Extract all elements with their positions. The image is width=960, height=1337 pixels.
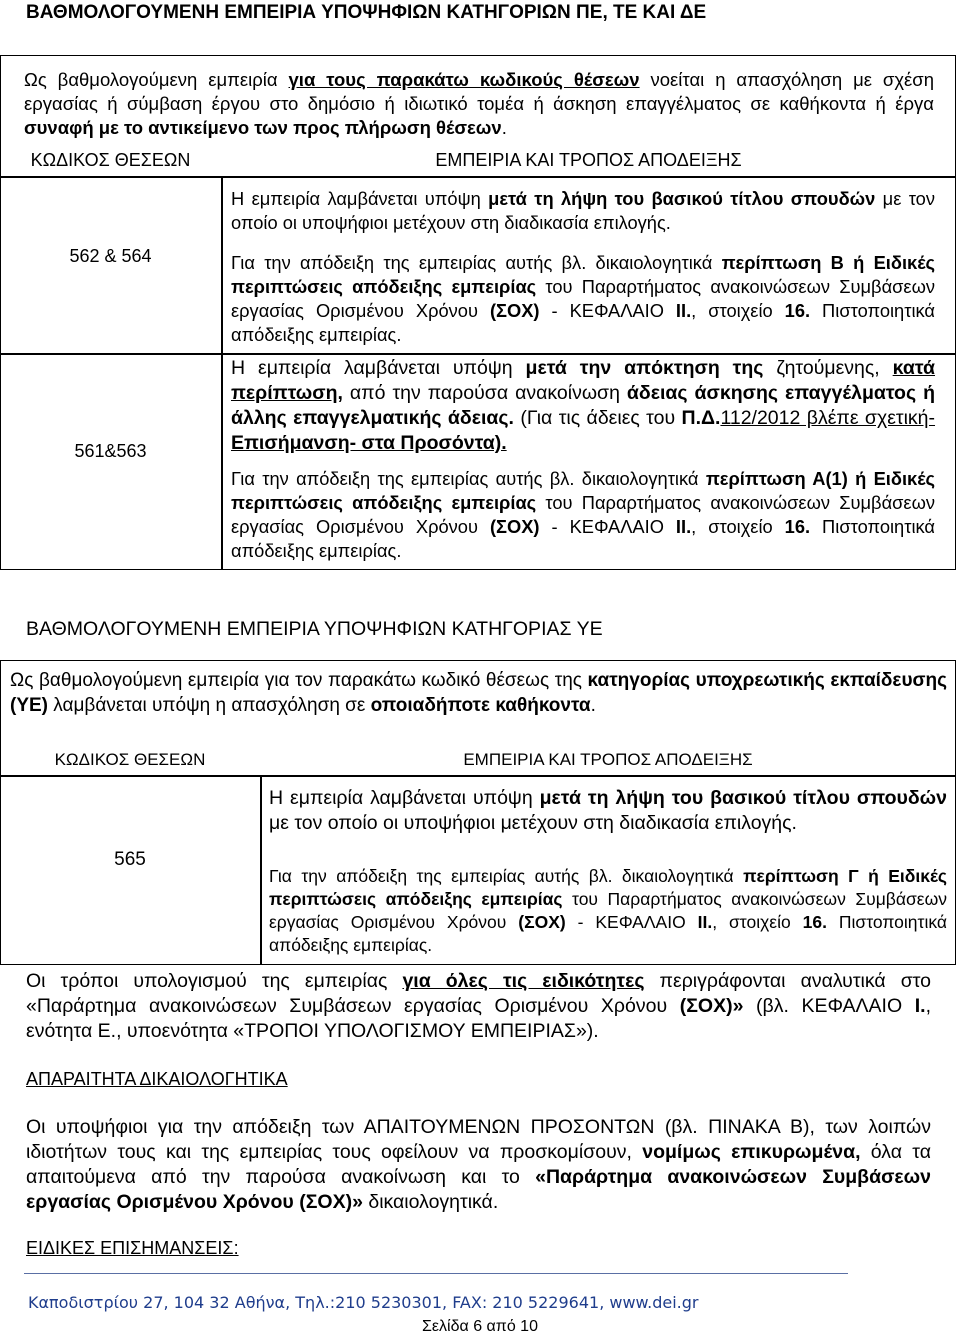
text-span: με τον οποίο οι υποψήφιοι μετέχουν στη διαδικασία επιλογής. <box>231 188 935 233</box>
required-docs-title: ΑΠΑΡΑΙΤΗΤΑ ΔΙΚΑΙΟΛΟΓΗΤΙΚΑ <box>26 1069 288 1089</box>
table-divider <box>0 353 956 355</box>
text-span: του Παραρτήματος ανακοινώσεων Συμβάσεων εργασίας Ορισμένου Χρόνου <box>231 276 935 321</box>
experience-text <box>231 356 935 456</box>
text-span: , ενότητα Ε., υποενότητα «ΤΡΟΠΟΙ ΥΠΟΛΟΓΙΣΜΟΥ ΕΜΠΕΙΡΙΑΣ»). <box>26 995 932 1042</box>
text-emphasis: 16. <box>784 300 811 321</box>
text-emphasis: 16. <box>784 516 811 537</box>
text-span: όλα τα απαιτούμενα από την παρούσα ανακοίνωση και το <box>26 1141 931 1188</box>
text-span: του Παραρτήματος ανακοινώσεων Συμβάσεων εργασίας Ορισμένου Χρόνου <box>231 492 935 537</box>
text-emphasis: περίπτωση Α(1) ή Ειδικές περιπτώσεις απόδειξης εμπειρίας <box>231 468 935 513</box>
text-span: Πιστοποιητικά απόδειξης εμπειρίας. <box>231 516 935 561</box>
text-span: - ΚΕΦΑΛΑΙΟ <box>539 300 676 321</box>
table2-header-code: ΚΩΔΙΚΟΣ ΘΕΣΕΩΝ <box>54 750 206 769</box>
experience-text <box>231 187 935 235</box>
text-span: Για την απόδειξη της εμπειρίας αυτής βλ. δικαιολογητικά <box>231 468 706 489</box>
text-span: από την παρούσα ανακοίνωση <box>342 382 627 404</box>
text-emphasis: περίπτωση Γ ή Ειδικές περιπτώσεις απόδειξης εμπειρίας <box>269 866 947 909</box>
text-span: , στοιχείο <box>691 300 785 321</box>
text-emphasis: Ι. <box>914 995 926 1017</box>
text-emphasis: μετά την απόκτηση της <box>525 357 764 379</box>
text-emphasis: (ΣΟΧ) <box>489 300 540 321</box>
text-emphasis: (ΣΟΧ) <box>489 516 540 537</box>
text-span: περιγράφονται αναλυτικά στο «Παράρτημα ανακοινώσεων Συμβάσεων εργασίας Ορισμένου Χρόνου <box>26 970 932 1017</box>
intro-emphasis: οποιαδήποτε καθήκοντα <box>370 695 591 716</box>
text-span: Πιστοποιητικά απόδειξης εμπειρίας. <box>269 912 947 955</box>
text-span: Η εμπειρία λαμβάνεται υπόψη <box>269 787 540 809</box>
experience-text <box>269 786 947 836</box>
table-divider <box>0 775 956 777</box>
text-emphasis: νομίμως επικυρωμένα, <box>642 1141 861 1163</box>
text-emphasis: «Παράρτημα ανακοινώσεων Συμβάσεων εργασίας Ορισμένου Χρόνου (ΣΟΧ)» <box>26 1166 931 1213</box>
text-span: Για την απόδειξη της εμπειρίας αυτής βλ. δικαιολογητικά <box>231 252 722 273</box>
text-span: Η εμπειρία λαμβάνεται υπόψη <box>231 357 526 379</box>
intro-text: . <box>501 117 507 138</box>
text-span: Πιστοποιητικά απόδειξης εμπειρίας. <box>231 300 935 345</box>
text-span: , στοιχείο <box>691 516 785 537</box>
intro-text: Ως βαθμολογούμενη εμπειρία για τον παρακάτω κωδικό θέσεως της <box>10 670 588 691</box>
table-divider <box>260 775 262 965</box>
text-emphasis: μετά τη λήψη του βασικού τίτλου σπουδών <box>488 188 876 209</box>
text-emphasis: κατά περίπτωση, <box>231 357 936 404</box>
text-emphasis: ΙΙ. <box>675 300 692 321</box>
text-span: Για την απόδειξη της εμπειρίας αυτής βλ. δικαιολογητικά <box>269 866 744 886</box>
text-span: 112/2012 βλέπε σχετική- <box>720 407 936 429</box>
footer-divider <box>24 1273 848 1274</box>
required-docs-paragraph <box>26 1115 931 1215</box>
text-span: Οι τρόποι υπολογισμού της εμπειρίας <box>26 970 403 992</box>
text-emphasis: (ΣΟΧ)» <box>679 995 744 1017</box>
table1-header-experience: ΕΜΠΕΙΡΙΑ ΚΑΙ ΤΡΟΠΟΣ ΑΠΟΔΕΙΞΗΣ <box>435 150 742 170</box>
text-emphasis: μετά τη λήψη του βασικού τίτλου σπουδών <box>539 787 947 809</box>
table2-header-experience: ΕΜΠΕΙΡΙΑ ΚΑΙ ΤΡΟΠΟΣ ΑΠΟΔΕΙΞΗΣ <box>463 750 753 769</box>
footer-contact: Καποδιστρίου 27, 104 32 Αθήνα, Τηλ.:210 5230301, FAX: 210 5229641, www.dei.gr <box>28 1293 699 1312</box>
intro-emphasis: για τους παρακάτω κωδικούς θέσεων <box>288 69 640 90</box>
intro-emphasis: συναφή με το αντικείμενο των προς πλήρωση θέσεων <box>24 117 502 138</box>
text-span: (Για τις άδειες του <box>513 407 682 429</box>
text-span: - ΚΕΦΑΛΑΙΟ <box>539 516 676 537</box>
text-span: ζητούμενης, <box>763 357 893 379</box>
text-emphasis: άδειας άσκησης επαγγέλματος ή άλλης επαγγελματικής άδειας. <box>231 382 936 429</box>
intro-text: . <box>590 695 596 716</box>
section1-intro <box>24 68 934 140</box>
proof-text <box>231 251 935 347</box>
position-code: 562 & 564 <box>69 246 152 266</box>
table-divider <box>0 176 956 178</box>
section2-title: ΒΑΘΜΟΛΟΓΟΥΜΕΝΗ ΕΜΠΕΙΡΙΑ ΥΠΟΨΗΦΙΩΝ ΚΑΤΗΓΟΡΙΑΣ ΥΕ <box>26 618 603 640</box>
proof-text <box>231 467 935 563</box>
text-emphasis: (ΣΟΧ) <box>518 912 566 932</box>
text-emphasis: περίπτωση Β ή Ειδικές περιπτώσεις απόδειξης εμπειρίας <box>231 252 935 297</box>
table1-header-code: ΚΩΔΙΚΟΣ ΘΕΣΕΩΝ <box>30 150 191 170</box>
text-span: δικαιολογητικά. <box>362 1191 499 1213</box>
section1-title: ΒΑΘΜΟΛΟΓΟΥΜΕΝΗ ΕΜΠΕΙΡΙΑ ΥΠΟΨΗΦΙΩΝ ΚΑΤΗΓΟΡΙΩΝ ΠΕ, ΤΕ ΚΑΙ ΔΕ <box>26 2 707 23</box>
proof-text <box>269 865 947 957</box>
text-span: Οι υποψήφιοι για την απόδειξη των ΑΠΑΙΤΟΥΜΕΝΩΝ ΠΡΟΣΟΝΤΩΝ (βλ. ΠΙΝΑΚΑ Β), των λοιπών ιδιοτήτων τους και της εμπειρίας τους οφείλουν να προσκομίσουν, <box>26 1116 931 1163</box>
text-span: Η εμπειρία λαμβάνεται υπόψη <box>231 188 489 209</box>
position-code: 565 <box>114 849 146 870</box>
text-span: (βλ. ΚΕΦΑΛΑΙΟ <box>743 995 915 1017</box>
special-notes-title: ΕΙΔΙΚΕΣ ΕΠΙΣΗΜΑΝΣΕΙΣ: <box>26 1238 239 1258</box>
intro-text: νοείται η απασχόληση με σχέση εργασίας ή σύμβαση έργου στο δημόσιο ή ιδιωτικό τομέα ή άσκηση επαγγέλματος σε καθήκοντα ή έργα <box>24 69 935 114</box>
text-span: με τον οποίο οι υποψήφιοι μετέχουν στη διαδικασία επιλογής. <box>269 812 797 834</box>
text-span: - ΚΕΦΑΛΑΙΟ <box>565 912 698 932</box>
page-number: Σελίδα 6 από 10 <box>422 1318 538 1335</box>
text-emphasis: για όλες τις ειδικότητες <box>402 970 645 992</box>
text-emphasis: ΙΙ. <box>697 912 713 932</box>
section2-intro <box>10 668 947 718</box>
text-span: του Παραρτήματος ανακοινώσεων Συμβάσεων εργασίας Ορισμένου Χρόνου <box>269 889 947 932</box>
intro-text: Ως βαθμολογούμενη εμπειρία <box>24 69 289 90</box>
text-span: , στοιχείο <box>712 912 803 932</box>
intro-text: λαμβάνεται υπόψη η απασχόληση σε <box>48 695 371 716</box>
calculation-paragraph <box>26 969 931 1044</box>
table-divider <box>221 176 223 570</box>
intro-emphasis: κατηγορίας υποχρεωτικής εκπαίδευσης (ΥΕ) <box>10 670 947 716</box>
text-emphasis: 16. <box>802 912 827 932</box>
text-emphasis: Π.Δ. <box>681 407 721 429</box>
text-emphasis: Επισήμανση- στα Προσόντα). <box>231 432 507 454</box>
position-code: 561&563 <box>74 441 147 461</box>
text-emphasis: ΙΙ. <box>675 516 692 537</box>
